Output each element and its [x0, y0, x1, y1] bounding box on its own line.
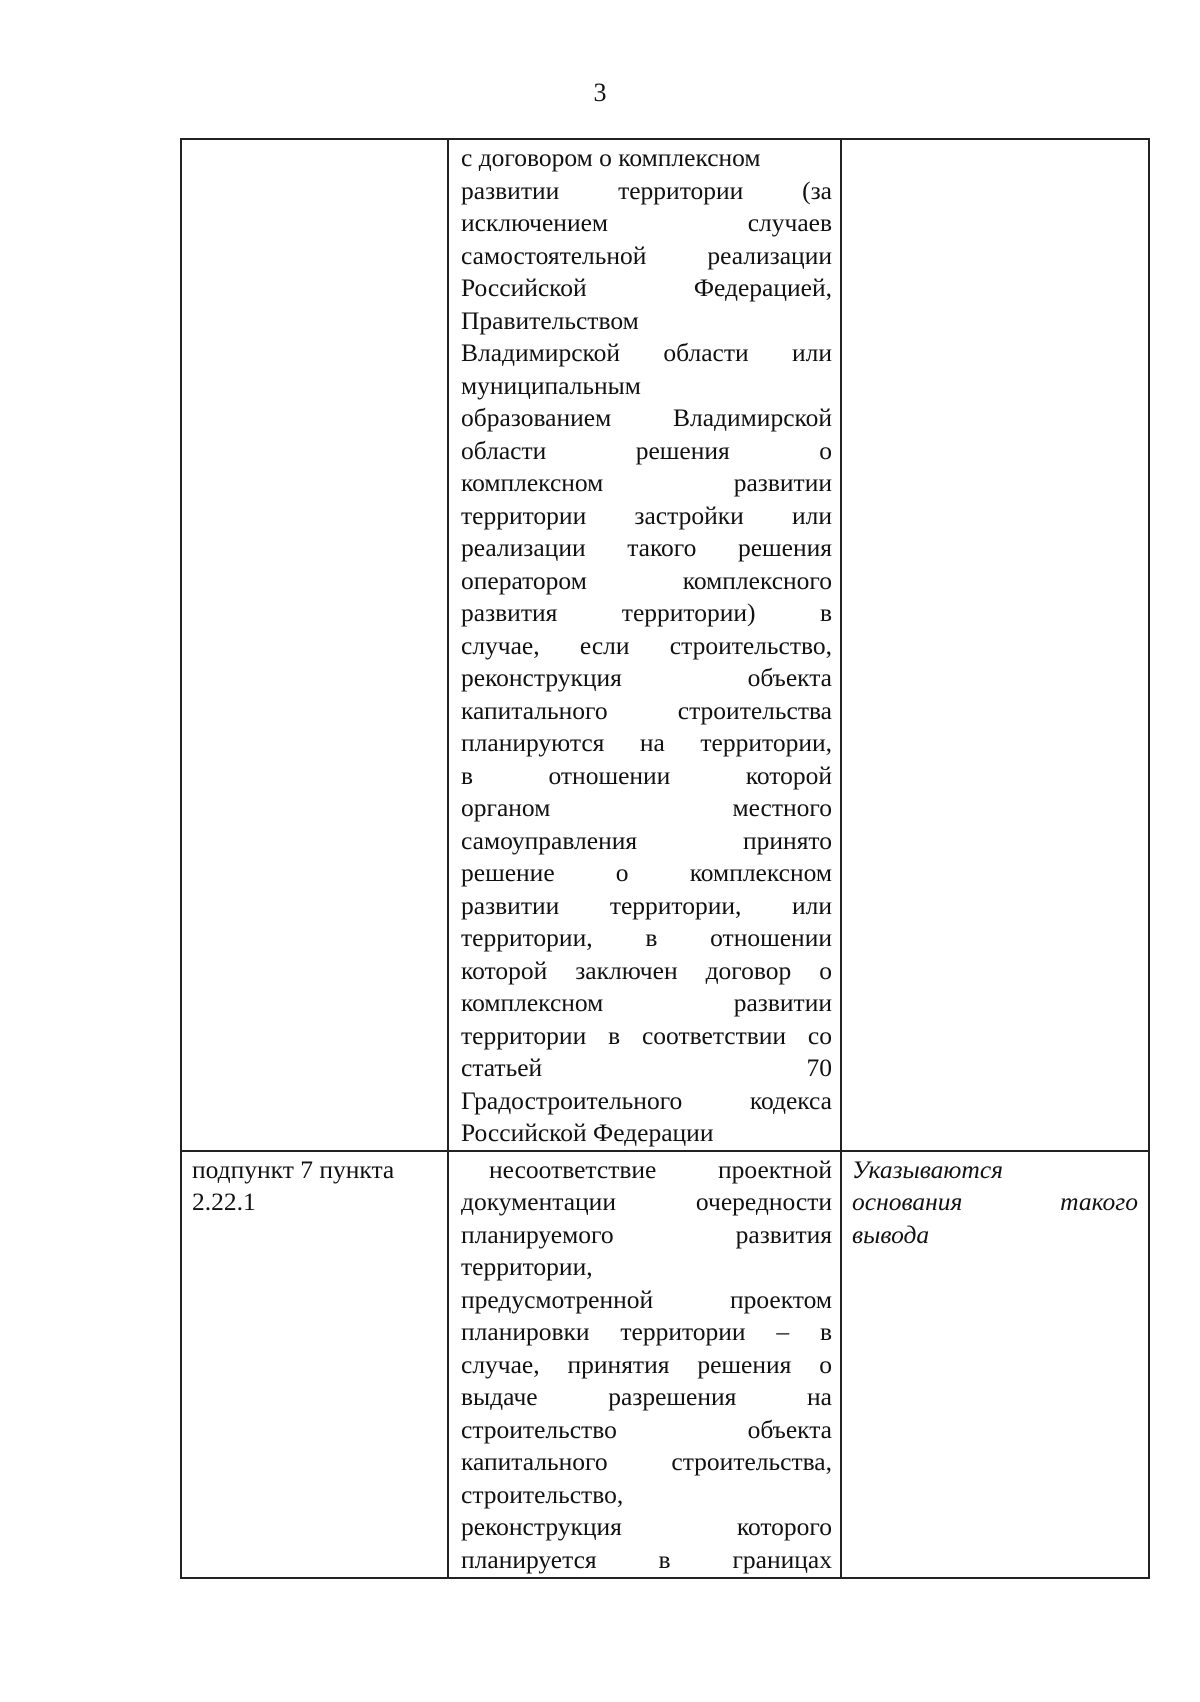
text-line: самоуправления принято [461, 825, 832, 855]
text-line: предусмотренной проектом [461, 1284, 832, 1314]
row2-ground-cell [181, 1151, 448, 1578]
text-line: комплексном развитии [461, 468, 832, 497]
text-line: планировки территории – в [461, 1317, 832, 1346]
grounds-table [180, 138, 1150, 1579]
text-line: оператором комплексного [461, 565, 832, 595]
text-line: статьей 70 [461, 1053, 832, 1082]
page-number: 3 [593, 78, 607, 107]
row1-description-cell [448, 139, 841, 1151]
text-line: муниципальным [461, 370, 641, 400]
text-line: органом местного [461, 793, 832, 822]
text-line: планируются на территории, [461, 728, 832, 757]
text-line: случае, принятия решения о [461, 1349, 832, 1379]
row1-ground-cell [181, 139, 448, 1151]
table-row [181, 139, 1149, 1151]
text-line: развитии территории, или [461, 890, 832, 920]
text-line: капитального строительства, [461, 1447, 832, 1476]
table-row [181, 1151, 1149, 1578]
text-line: решение о комплексном [461, 858, 832, 887]
text-line: территории, в отношении [461, 923, 832, 952]
row1-explanation-cell [841, 139, 1149, 1151]
text-line: комплексном развитии [461, 988, 832, 1017]
text-line: развитии территории (за [461, 175, 832, 205]
text-line: документации очередности [461, 1187, 832, 1216]
text-line: Владимирской области или [461, 338, 832, 367]
text-line: Указываются [852, 1154, 1003, 1184]
text-line: строительство, [461, 1479, 624, 1509]
text-line: реконструкция объекта [461, 663, 832, 692]
text-line: 2.22.1 [192, 1187, 256, 1216]
text-line: несоответствие проектной [489, 1154, 832, 1184]
text-line: основания такого [852, 1187, 1138, 1216]
text-line: Российской Федерации [461, 1118, 714, 1147]
text-line: планируется в границах [461, 1544, 832, 1574]
text-line: Градостроительного кодекса [461, 1085, 832, 1115]
text-line: территории застройки или [461, 500, 832, 530]
text-line: капитального строительства [461, 695, 832, 725]
text-line: планируемого развития [461, 1219, 832, 1249]
row2-explanation-cell [841, 1151, 1149, 1578]
text-line: реализации такого решения [461, 533, 832, 562]
text-line: с договором о комплексном [461, 143, 761, 172]
text-line: вывода [852, 1219, 930, 1249]
text-line: выдаче разрешения на [461, 1382, 832, 1411]
text-line: случае, если строительство, [461, 630, 832, 660]
text-line: в отношении которой [461, 760, 832, 790]
text-line: строительство объекта [461, 1414, 832, 1444]
text-line: территории в соответствии со [461, 1020, 832, 1050]
text-line: развития территории) в [461, 598, 832, 627]
text-line: подпункт 7 пункта [192, 1154, 395, 1184]
text-line: области решения о [461, 435, 832, 465]
text-line: которой заключен договор о [461, 955, 832, 985]
text-line: самостоятельной реализации [461, 240, 832, 270]
text-line: Правительством [461, 305, 639, 335]
text-line: исключением случаев [461, 208, 832, 237]
row2-description-cell [448, 1151, 841, 1578]
text-line: территории, [461, 1252, 593, 1281]
text-line: реконструкция которого [461, 1512, 832, 1541]
text-line: Российской Федерацией, [461, 273, 832, 302]
text-line: образованием Владимирской [461, 403, 832, 432]
